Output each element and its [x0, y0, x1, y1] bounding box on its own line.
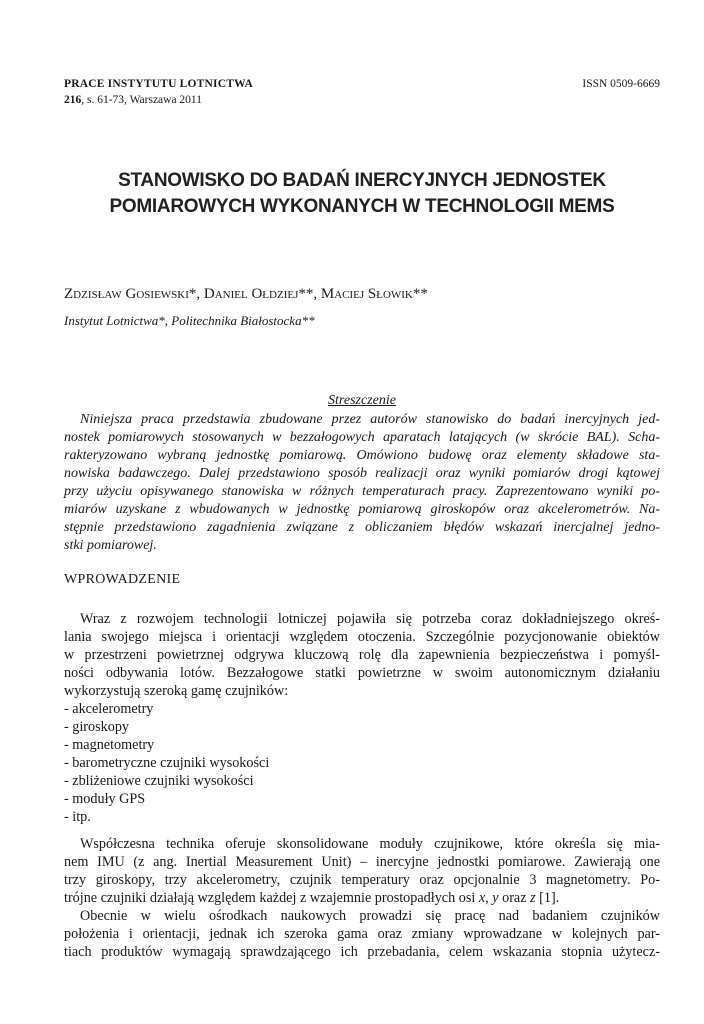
paragraph-gap: [64, 826, 660, 835]
list-item: - itp.: [64, 809, 91, 825]
issue-number: 216: [64, 94, 82, 106]
body-line: nem IMU (z ang. Inertial Measurement Unit) – inercyjne jednostki pomiarowe. Zawierają one: [64, 854, 660, 870]
axis-y: y: [492, 890, 499, 906]
body-line: [64, 889, 660, 907]
issn: ISSN 0509-6669: [582, 78, 660, 90]
abstract-line: stępnie przedstawiono zagadnienia związane z obliczaniem błędów wskazań inercjalnej jedno-: [64, 520, 660, 535]
list-item: - giroskopy: [64, 719, 130, 735]
body-line: Obecnie w wielu ośrodkach naukowych prowadzi się pracę nad badaniem czujników: [80, 908, 660, 924]
text-run: ,: [485, 890, 493, 906]
journal-issue: [64, 92, 660, 108]
body-line: w przestrzeni powietrznej odgrywa kluczową rolę dla zapewnienia bezpieczeństwa i pomyśl-: [64, 647, 660, 663]
abstract-line: stki pomiarowej.: [64, 538, 157, 553]
text-run: oraz: [498, 890, 531, 906]
list-item: - moduły GPS: [64, 791, 146, 807]
citation: [1].: [535, 890, 560, 906]
abstract-heading: Streszczenie: [328, 393, 396, 408]
paper-title: [64, 168, 660, 220]
title-line: POMIAROWYCH WYKONANYCH W TECHNOLOGII MEMS: [109, 196, 615, 217]
list-item: - zbliżeniowe czujniki wysokości: [64, 773, 254, 789]
issue-pages-place-year: , s. 61-73, Warszawa 2011: [81, 94, 203, 106]
abstract-line: rakteryzowano wybraną jednostkę pomiarową. Omówiono budowę oraz elementy składowe sta-: [64, 448, 660, 463]
axis-x: x: [478, 890, 486, 906]
abstract-line: nostek pomiarowych stosowanych w bezzałogowych aparatach latających (w skrócie BAL). Scha-: [64, 430, 660, 445]
list-item: - magnetometry: [64, 737, 155, 753]
title-line: STANOWISKO DO BADAŃ INERCYJNYCH JEDNOSTEK: [118, 170, 606, 191]
body-line: Współczesna technika oferuje skonsolidowane moduły czujnikowe, które określa się mia-: [80, 836, 660, 852]
body-line: trzy giroskopy, trzy akcelerometry, czujnik temperatury oraz opcjonalnie 3 magnetometry. Po-: [64, 872, 660, 888]
journal-header: [64, 76, 660, 108]
abstract-line: miarów uzyskane z wbudowanych w jednostkę pomiarową giroskopów oraz akcelerometrów. Na-: [64, 502, 660, 517]
journal-name: PRACE INSTYTUTU LOTNICTWA: [64, 78, 254, 90]
abstract-line: nowiska badawczego. Dalej przedstawiono sposób realizacji oraz wyniki pomiarów drogi kątowej: [64, 466, 660, 481]
intro-body: [64, 610, 660, 961]
body-line: ności odbywania lotów. Bezzałogowe statki powietrzne w swoim autonomicznym działaniu: [64, 665, 660, 681]
axis-z: z: [530, 890, 536, 906]
list-item: - barometryczne czujniki wysokości: [64, 755, 270, 771]
abstract-line: przy użyciu opisywanego stanowiska w różnych temperaturach pracy. Zaprezentowano wyniki po-: [64, 484, 660, 499]
text-run: trójne czujniki działają względem każdej z wzajemnie prostopadłych osi: [64, 890, 479, 906]
body-line: wykorzystują szeroką gamę czujników:: [64, 683, 289, 699]
affiliation: Instytut Lotnictwa*, Politechnika Białostocka**: [64, 313, 315, 328]
body-line: Wraz z rozwojem technologii lotniczej pojawiła się potrzeba coraz dokładniejszego okreś-: [80, 611, 660, 627]
list-item: - akcelerometry: [64, 701, 154, 717]
abstract: [64, 411, 660, 555]
abstract-line: Niniejsza praca przedstawia zbudowane przez autorów stanowisko do badań inercyjnych jed-: [80, 412, 660, 427]
section-heading: WPROWADZENIE: [64, 572, 181, 587]
body-line: tiach produktów wymagają sprawdzającego ich przebadania, celem wskazania stopnia użytecz-: [64, 944, 660, 960]
body-line: położenia i orientacji, jednak ich szeroka gama oraz zmiany wprowadzane w kolejnych par-: [64, 926, 660, 942]
body-line: lania swojego miejsca i orientacji względem otoczenia. Szczególnie pozycjonowanie obiektów: [64, 629, 660, 645]
authors: Zdzisław Gosiewski*, Daniel Ołdziej**, Maciej Słowik**: [64, 286, 428, 302]
